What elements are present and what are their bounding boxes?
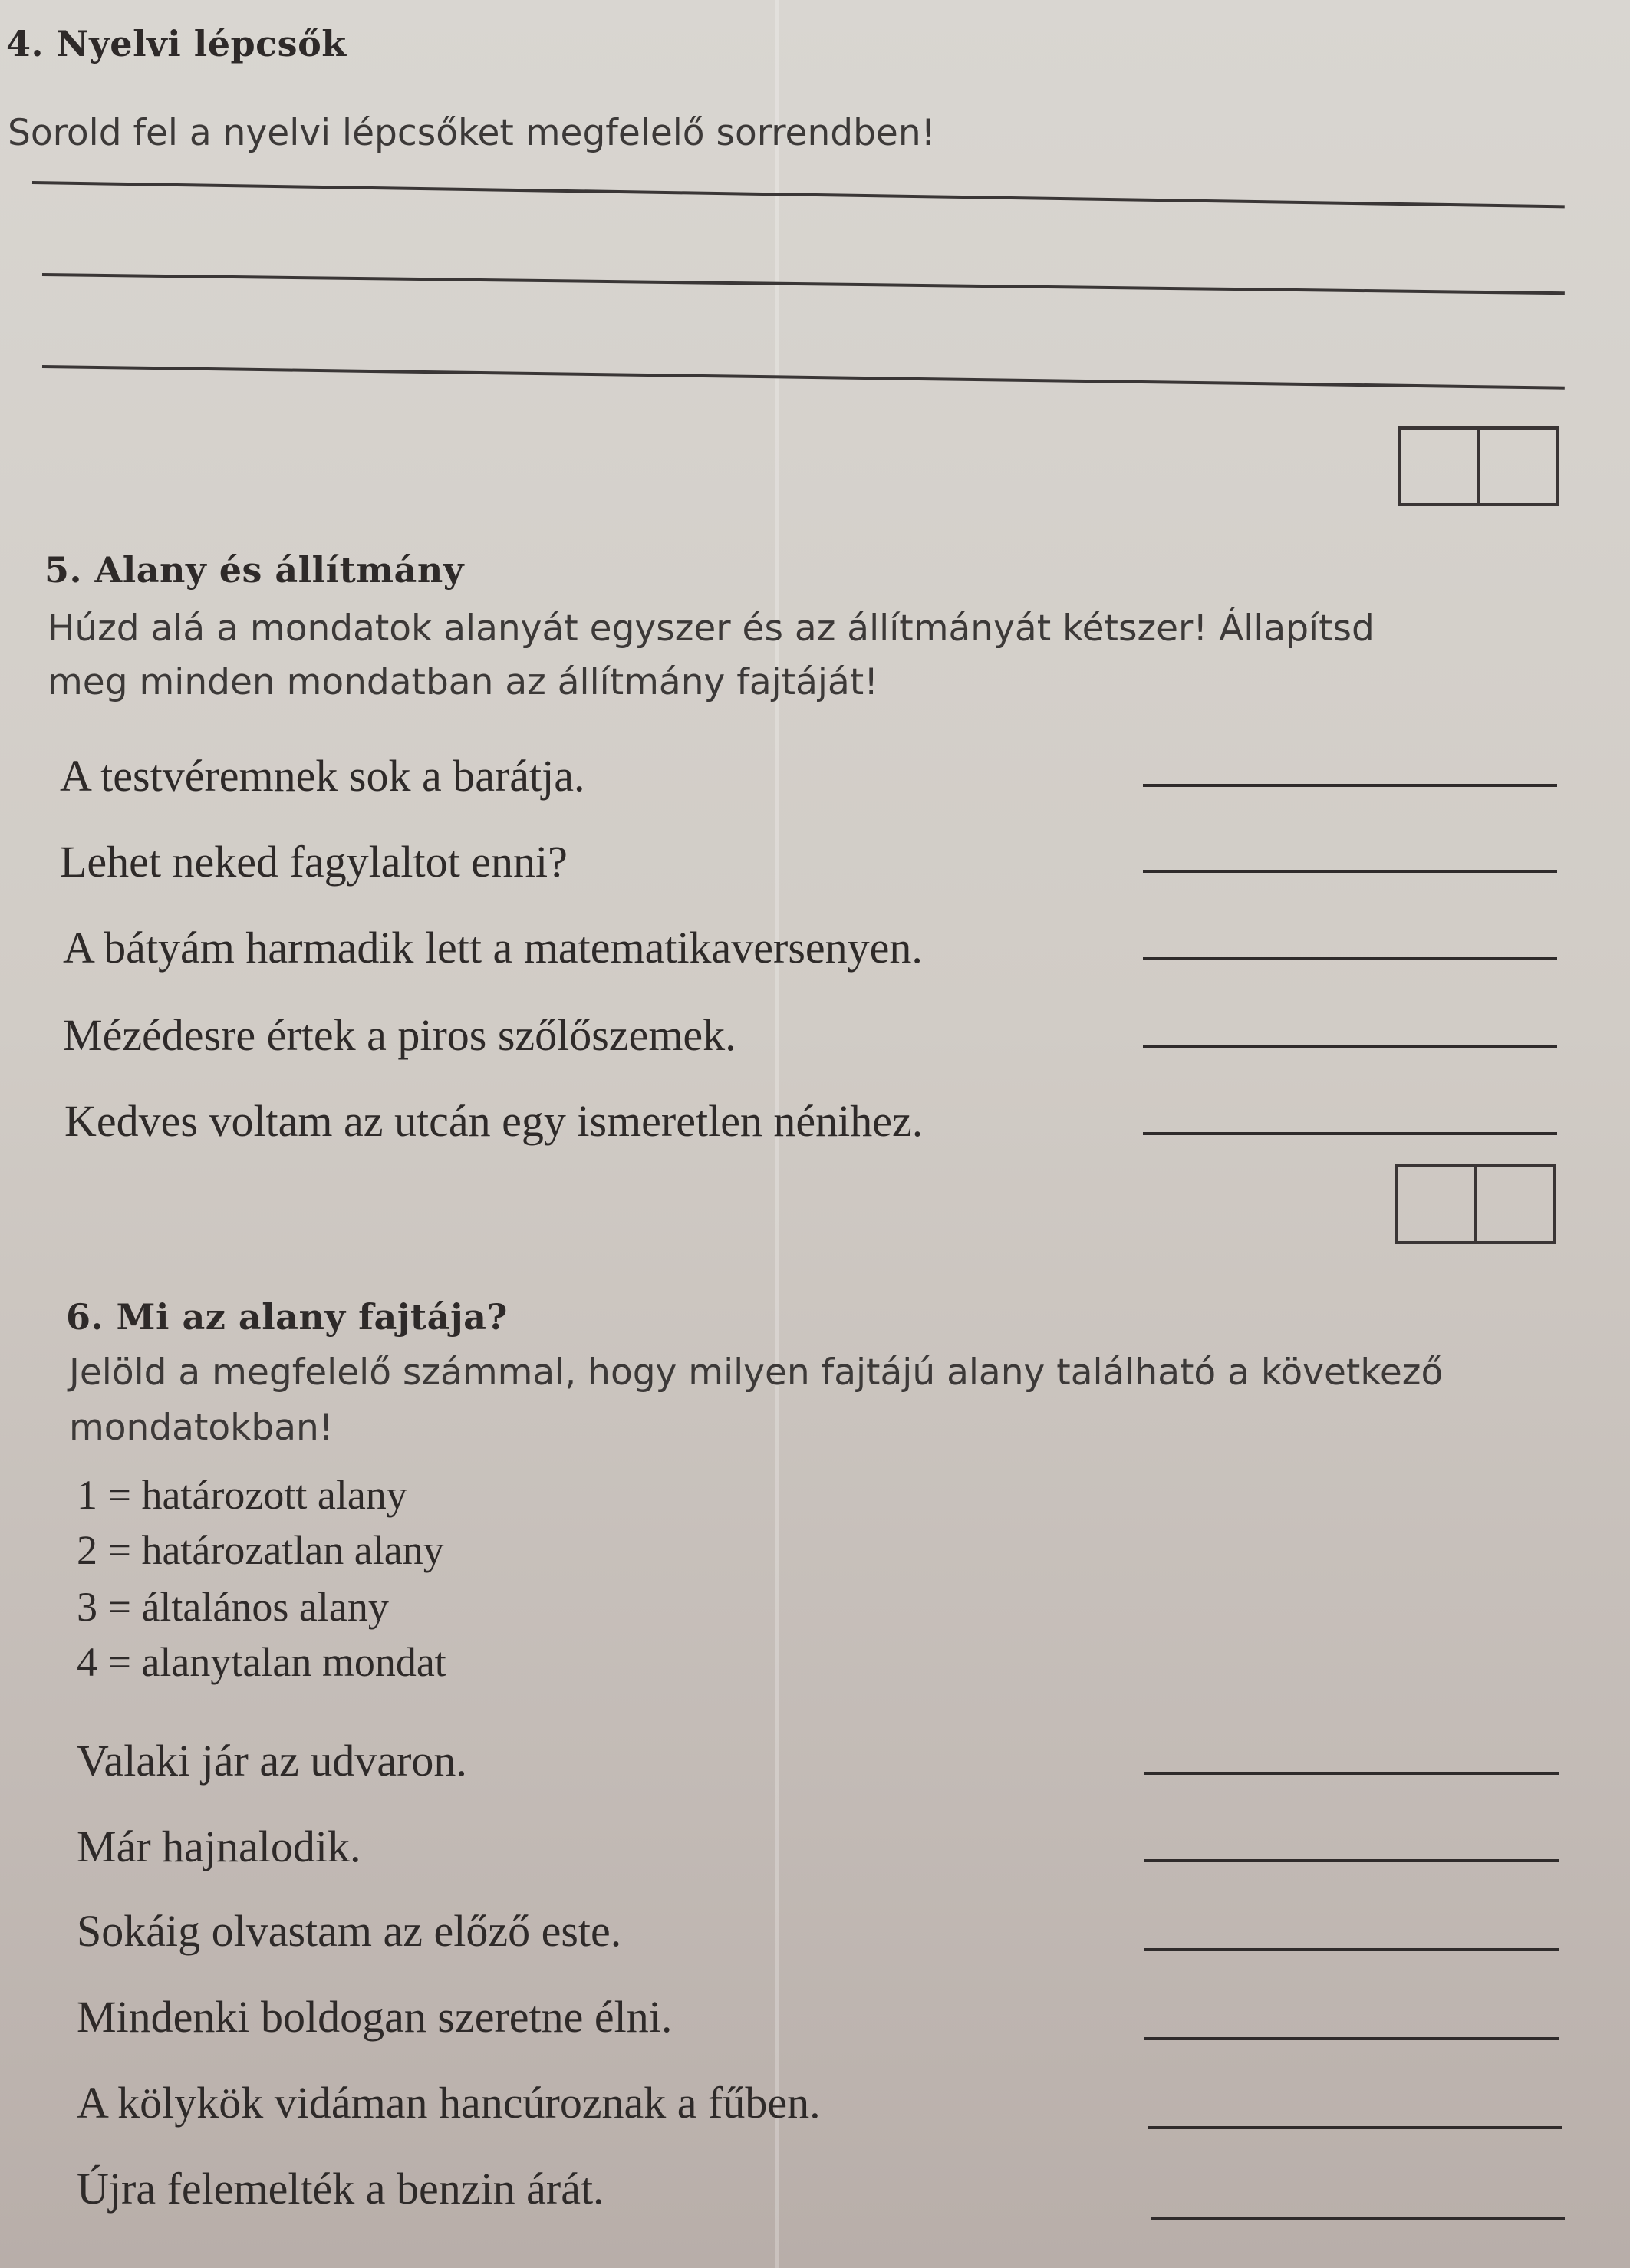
task6-sentence-4: Mindenki boldogan szeretne élni. — [77, 1992, 673, 2042]
task6-answer-line-4[interactable] — [1144, 2037, 1559, 2040]
task5-sentence-5: Kedves voltam az utcán egy ismeretlen nénihez. — [64, 1096, 924, 1146]
task6-answer-line-3[interactable] — [1144, 1948, 1559, 1951]
task6-answer-line-5[interactable] — [1148, 2126, 1562, 2129]
task4-instruction: Sorold fel a nyelvi lépcsőket megfelelő sorrendben! — [8, 112, 936, 154]
task5-instruction-line-2: meg minden mondatban az állítmány fajtáját! — [48, 661, 879, 703]
task6-sentence-6: Újra felemelték a benzin árát. — [77, 2164, 604, 2214]
score-cell[interactable] — [1477, 1167, 1553, 1241]
legend-item-2: 2 = határozatlan alany — [77, 1527, 444, 1573]
task5-sentence-2: Lehet neked fagylaltot enni? — [60, 837, 568, 887]
task6-sentence-2: Már hajnalodik. — [77, 1822, 361, 1871]
task6-answer-line-2[interactable] — [1144, 1859, 1559, 1862]
score-box-task5[interactable] — [1395, 1164, 1556, 1244]
task5-answer-line-4[interactable] — [1143, 1045, 1557, 1048]
score-box-task4[interactable] — [1398, 426, 1559, 506]
task6-answer-line-1[interactable] — [1144, 1772, 1559, 1775]
answer-line-2[interactable] — [42, 273, 1565, 295]
task5-title: 5. Alany és állítmány — [44, 549, 465, 591]
legend-item-3: 3 = általános alany — [77, 1584, 389, 1630]
answer-line-3[interactable] — [42, 365, 1565, 390]
legend-item-4: 4 = alanytalan mondat — [77, 1639, 446, 1685]
task6-title: 6. Mi az alany fajtája? — [66, 1296, 508, 1338]
task5-sentence-3: A bátyám harmadik lett a matematikaversenyen. — [63, 923, 923, 973]
score-cell[interactable] — [1398, 1167, 1477, 1241]
score-cell[interactable] — [1401, 430, 1480, 503]
task6-instruction-line-2: mondatokban! — [69, 1407, 334, 1449]
task6-sentence-3: Sokáig olvastam az előző este. — [77, 1906, 622, 1956]
task6-instruction-line-1: Jelöld a megfelelő számmal, hogy milyen fajtájú alany található a következő — [69, 1351, 1444, 1394]
score-cell[interactable] — [1480, 430, 1556, 503]
task6-sentence-1: Valaki jár az udvaron. — [77, 1736, 467, 1786]
task5-instruction-line-1: Húzd alá a mondatok alanyát egyszer és az állítmányát kétszer! Állapítsd — [48, 607, 1375, 650]
task5-sentence-4: Mézédesre értek a piros szőlőszemek. — [63, 1010, 736, 1060]
task5-answer-line-1[interactable] — [1143, 784, 1557, 787]
answer-line-1[interactable] — [32, 181, 1565, 208]
task5-answer-line-2[interactable] — [1143, 870, 1557, 873]
legend-item-1: 1 = határozott alany — [77, 1472, 407, 1518]
task6-answer-line-6[interactable] — [1151, 2217, 1565, 2220]
task5-answer-line-3[interactable] — [1143, 957, 1557, 960]
task5-answer-line-5[interactable] — [1143, 1132, 1557, 1135]
task4-title: 4. Nyelvi lépcsők — [6, 23, 347, 64]
task5-sentence-1: A testvéremnek sok a barátja. — [60, 751, 585, 801]
task6-sentence-5: A kölykök vidáman hancúroznak a fűben. — [77, 2078, 821, 2128]
